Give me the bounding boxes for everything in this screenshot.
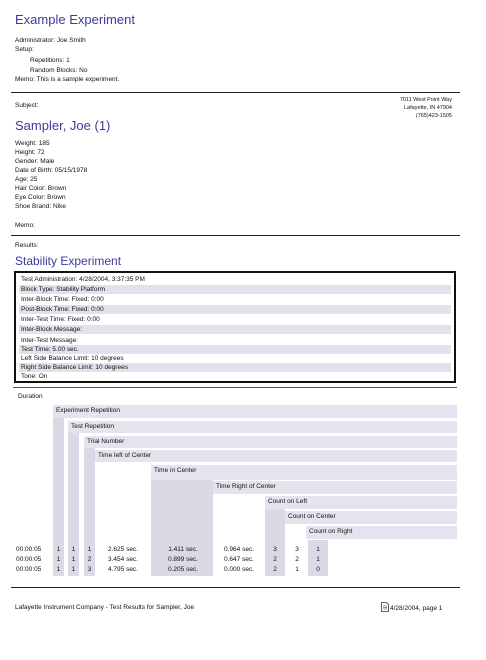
results-row: Left Side Balance Limit: 10 degrees xyxy=(21,355,124,362)
setup-label: Setup: xyxy=(15,46,34,53)
count-center-cell: 2 xyxy=(295,556,299,563)
header-trial-number: Trial Number xyxy=(84,436,457,448)
time-right-cell: 0.647 sec. xyxy=(224,556,254,563)
detail-line: Date of Birth: 05/15/1978 xyxy=(15,167,88,174)
duration-cell: 00:00:05 xyxy=(16,556,42,563)
duration-table xyxy=(13,387,457,585)
subject-label: Subject: xyxy=(15,102,39,109)
detail-line: Height: 72 xyxy=(15,149,45,156)
header-count-on-left: Count on Left xyxy=(265,496,457,509)
detail-line: Weight: 185 xyxy=(15,140,50,147)
experiment-title: Example Experiment xyxy=(15,12,135,27)
footer-company: Lafayette Instrument Company - Test Results for Sampler, Joe xyxy=(15,604,195,611)
results-row: Inter-Block Time: Fixed: 0:00 xyxy=(21,296,104,303)
results-label: Results: xyxy=(15,242,39,249)
footer-divider xyxy=(11,587,460,588)
detail-line: Eye Color: Brown xyxy=(15,194,66,201)
divider xyxy=(11,235,460,236)
time-center-cell: 0.205 sec. xyxy=(168,566,198,573)
results-title: Stability Experiment xyxy=(15,254,122,268)
experiment-rep-cell: 1 xyxy=(56,556,61,563)
experiment-rep-cell: 1 xyxy=(56,546,61,553)
address-line: 7011 West Point Way xyxy=(399,97,452,103)
count-center-cell: 3 xyxy=(295,546,299,553)
results-row: Test Time: 5.00 sec. xyxy=(19,345,451,354)
count-right-cell: 0 xyxy=(316,566,320,573)
detail-line: Hair Color: Brown xyxy=(15,185,67,192)
results-table xyxy=(14,271,456,383)
duration-cell: 00:00:05 xyxy=(16,566,42,573)
duration-cell: 00:00:05 xyxy=(16,546,42,553)
subject-memo: Memo: xyxy=(15,222,35,229)
results-row: Tone: On xyxy=(21,373,48,380)
count-right-cell: 1 xyxy=(316,546,320,553)
trial-number-cell: 2 xyxy=(87,556,92,563)
trial-number-cell: 1 xyxy=(87,546,92,553)
header-count-on-center: Count on Center xyxy=(285,511,457,524)
repetitions-line: Repetitions: 1 xyxy=(30,57,70,64)
results-row: Inter-Test Time: Fixed: 0:00 xyxy=(21,316,100,323)
random-blocks-line: Random Blocks: No xyxy=(30,67,88,74)
detail-line: Gender: Male xyxy=(15,158,55,165)
time-center-cell: 1.411 sec. xyxy=(168,546,198,553)
time-left-cell: 3.454 sec. xyxy=(108,556,138,563)
time-right-cell: 0.000 sec. xyxy=(224,566,254,573)
header-time-right-of-center: Time Right of Center xyxy=(213,481,457,494)
subject-details xyxy=(15,139,87,211)
header-test-repetition: Test Repetition xyxy=(68,421,457,433)
count-right-cell: 1 xyxy=(316,556,320,563)
results-row: Block Type: Stability Platform xyxy=(19,285,451,294)
time-left-cell: 2.625 sec. xyxy=(108,546,138,553)
duration-label: Duration xyxy=(18,393,43,400)
subject-address xyxy=(400,96,452,120)
time-right-cell: 0.964 sec. xyxy=(224,546,254,553)
test-rep-cell: 1 xyxy=(71,556,76,563)
experiment-memo: Memo: This is a sample experiment. xyxy=(15,76,120,83)
footer-date-page: 4/28/2004, page 1 xyxy=(390,604,443,612)
count-left-cell: 2 xyxy=(273,566,277,573)
time-center-cell: 0.899 sec. xyxy=(168,556,198,563)
count-center-cell: 1 xyxy=(295,566,299,573)
test-rep-cell: 1 xyxy=(71,546,76,553)
detail-line: Age: 25 xyxy=(15,176,38,183)
count-left-cell: 2 xyxy=(273,556,277,563)
administrator-line: Administrator: Joe Smith xyxy=(15,37,86,44)
time-left-cell: 4.795 sec. xyxy=(108,566,138,573)
results-row: Inter-Block Message: xyxy=(19,325,451,334)
count-left-cell: 3 xyxy=(273,546,277,553)
detail-line: Shoe Brand: Nike xyxy=(15,203,66,210)
header-time-in-center: Time in Center xyxy=(151,465,457,480)
header-count-on-right: Count on Right xyxy=(306,526,457,539)
header-time-left-of-center: Time left of Center xyxy=(95,450,457,462)
test-rep-cell: 1 xyxy=(71,566,76,573)
experiment-rep-cell: 1 xyxy=(56,566,61,573)
results-row: Right Side Balance Limit: 10 degrees xyxy=(19,363,451,372)
footer-page-info xyxy=(381,602,442,614)
address-line: Lafayette, IN 47904 xyxy=(403,105,452,111)
header-experiment-repetition: Experiment Repetition xyxy=(53,405,457,418)
trial-number-cell: 3 xyxy=(87,566,92,573)
results-row: Inter-Test Message: xyxy=(21,337,79,344)
divider xyxy=(11,92,460,93)
results-row: Test Administration: 4/28/2004, 3:37:35 PM xyxy=(21,276,145,283)
address-line: (765)423-1505 xyxy=(415,113,452,119)
results-row: Post-Block Time: Fixed: 0:00 xyxy=(19,305,451,314)
document-icon xyxy=(381,602,389,614)
subject-name: Sampler, Joe (1) xyxy=(15,118,111,133)
